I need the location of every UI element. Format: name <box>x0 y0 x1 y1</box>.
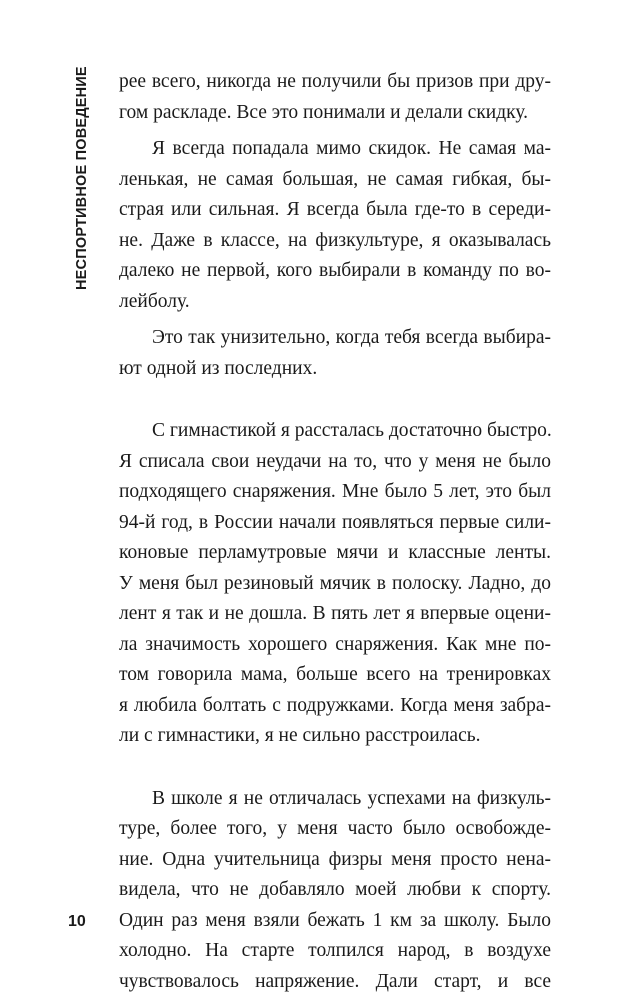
text-line: ленькая, не самая большая, не самая гибкая, бы- <box>119 168 551 190</box>
text-line: С гимнастикой я рассталась достаточно быстро. <box>152 420 552 441</box>
text-line: я любила болтать с подружками. Когда меня забра- <box>119 694 551 716</box>
text-line: коновые перламутровые мячи и классные ленты. <box>119 542 551 563</box>
text-line: далеко не первой, кого выбирали в команду по во- <box>119 260 551 281</box>
text-line: Я всегда попадала мимо скидок. Не самая ма- <box>152 138 551 159</box>
paragraph <box>119 67 551 128</box>
text-line: Я списала свои неудачи на то, что у меня не было <box>119 450 551 472</box>
text-line: том говорила мама, больше всего на тренировках <box>119 664 551 685</box>
text-line: гом раскладе. Все это понимали и делали скидку. <box>119 101 529 123</box>
text-line: 94-й год, в России начали появляться первые сили- <box>119 511 551 533</box>
paragraph <box>119 134 551 317</box>
text-line: лейболу. <box>119 290 190 312</box>
paragraph <box>119 784 551 998</box>
text-line: видела, что не добавляло моей любви к спорту. <box>119 879 551 900</box>
text-line: не. Даже в классе, на физкультуре, я оказывалась <box>119 229 551 251</box>
text-line: Один раз меня взяли бежать 1 км за школу. Было <box>119 909 551 931</box>
page-number: 10 <box>68 913 86 930</box>
text-line: ют одной из последних. <box>119 357 318 379</box>
text-line: рее всего, никогда не получили бы призов при дру- <box>119 71 551 92</box>
text-line: ла значимость хорошего снаряжения. Как мне по- <box>119 633 551 655</box>
text-line: В школе я не отличалась успехами на физкуль- <box>152 787 551 809</box>
text-line: Это так унизительно, когда тебя всегда выбира- <box>152 327 551 348</box>
text-line: ли с гимнастики, я не сильно расстроилась. <box>119 725 481 746</box>
text-line: чувствовалось напряжение. Дали старт, и все <box>119 970 551 992</box>
text-line: У меня был резиновый мячик в полоску. Ладно, до <box>119 572 551 594</box>
text-line: страя или сильная. Я всегда была где-то в середи- <box>119 199 551 220</box>
text-line: туре, более того, у меня часто было освобожде- <box>119 818 551 839</box>
text-line: холодно. На старте толпился народ, в воздухе <box>119 940 551 961</box>
body-text <box>119 67 551 997</box>
paragraph <box>119 323 551 384</box>
text-line: лент я так и не дошла. В пять лет я впервые оцени- <box>119 603 551 624</box>
paragraph <box>119 416 551 752</box>
text-line: ние. Одна учительница физры меня просто нена- <box>119 848 551 870</box>
text-line: подходящего снаряжения. Мне было 5 лет, это был <box>119 481 551 502</box>
running-head: НЕСПОРТИВНОЕ ПОВЕДЕНИЕ <box>74 66 90 290</box>
